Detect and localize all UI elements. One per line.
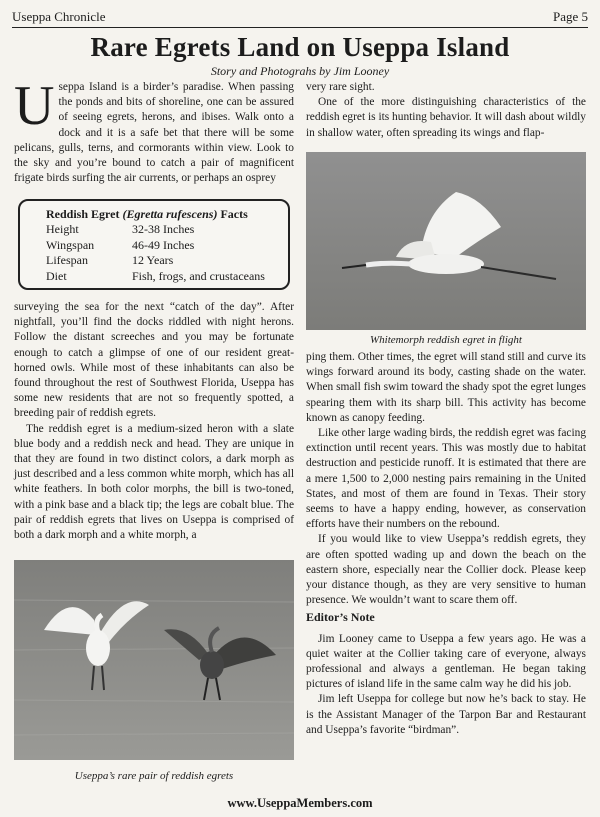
facts-row: Wingspan 46-49 Inches bbox=[46, 237, 195, 252]
publication-name: Useppa Chronicle bbox=[12, 9, 106, 24]
paragraph: The reddish egret is a medium-sized heron with a slate blue body and a reddish neck and head. They are unique in that they are found in two distinct colors, a dark morph as just described and a less common white morph, which has all white feathers. In both color morphs, the bill is two-toned, with a pink base and a black tip; the legs are cobalt blue. The pair of reddish egrets that lives on Useppa is comprised of both a dark morph and a white morph, a bbox=[14, 422, 294, 542]
editors-note-paragraph: Jim Looney came to Useppa a few years ago. He was a quiet waiter at the Collier taking care of everyone, always professional and always a gentleman. He began taking pictures of island life in the same calm way he did his job. bbox=[306, 632, 586, 691]
page-number: Page 5 bbox=[552, 9, 588, 24]
egret-flight-photo bbox=[306, 152, 586, 330]
paragraph: One of the more distinguishing characteristics of the reddish egret is its hunting behavior. It will dash about wildly in shallow water, often spreading its wings and flap- bbox=[306, 96, 586, 139]
intro-text: seppa Island is a birder’s paradise. When passing the ponds and bits of shoreline, one can be assured of seeing egrets, herons, and ibises. Walk onto a dock and it is a safe bet that there will be some pelicans, gulls, terns, and cormorants within view. Look to the sky and you’re bound to catch a pair of magnificent frigate birds surfing the air currents, or perhaps an osprey bbox=[14, 81, 294, 185]
caption-flight: Whitemorph reddish egret in flight bbox=[370, 334, 522, 346]
article-title: Rare Egrets Land on Useppa Island bbox=[90, 32, 510, 62]
article-byline: Story and Photograhs by Jim Looney bbox=[210, 64, 390, 78]
facts-row: Height 32-38 Inches bbox=[46, 222, 195, 237]
paragraph: surveying the sea for the next “catch of the day”. After nightfall, you’ll find the docks riddled with night herons. Follow the distant screeches and you may be fortunate enough to catch a glimpse of one of our resident great-horned owls. While most of these inhabitants can also be found throughout the rest of Southwest Florida, Useppa has some new residents that are not so frequently spotted, a breeding pair of reddish egrets. bbox=[14, 301, 294, 420]
facts-row: Lifespan 12 Years bbox=[46, 253, 174, 268]
facts-box bbox=[18, 199, 290, 290]
paragraph: Like other large wading birds, the reddish egret was facing extinction until recent years. This was mostly due to habitat destruction and pesticide runoff. It is estimated that there are a mere 1,500 to 2,000 nesting pairs remaining in the United States, and most of them are found in Texas. Their story seems to have a happy ending, however, as conservation efforts have their numbers on the rebound. bbox=[306, 427, 587, 531]
paragraph: very rare sight. bbox=[306, 81, 375, 93]
caption-pair: Useppa’s rare pair of reddish egrets bbox=[74, 770, 234, 782]
column-right-top bbox=[306, 80, 586, 141]
editors-note-heading: Editor’s Note bbox=[306, 610, 375, 625]
egret-pair-photo bbox=[14, 560, 294, 760]
column-left-intro bbox=[14, 75, 294, 186]
column-left-body bbox=[14, 300, 294, 543]
paragraph: If you would like to view Useppa’s reddish egrets, they are often spotted wading up and down the beach on the eastern shore, especially near the Collier dock. Please keep your distance though, as they are very sensitive to human presence. We wouldn’t want to scare them off. bbox=[306, 533, 586, 607]
facts-row: Diet Fish, frogs, and crustaceans bbox=[46, 268, 265, 283]
facts-title: Reddish Egret (Egretta rufescens) Facts bbox=[46, 207, 248, 221]
footer-url[interactable]: www.UseppaMembers.com bbox=[227, 796, 373, 810]
drop-cap: U bbox=[14, 75, 55, 137]
paragraph: ping them. Other times, the egret will stand still and curve its wings forward around its body, casting shade on the water. When small fish swim toward the shady spot the egret lunges spearing them with its sharp bill. This activity has become known as canopy feeding. bbox=[306, 351, 586, 424]
editors-note-paragraph: Jim left Useppa for college but now he’s back to stay. He is the Assistant Manager of the Tarpon Bar and Restaurant and Useppa’s favorite “birdman”. bbox=[306, 693, 586, 736]
column-right-body bbox=[306, 350, 586, 738]
page-header bbox=[12, 7, 588, 28]
